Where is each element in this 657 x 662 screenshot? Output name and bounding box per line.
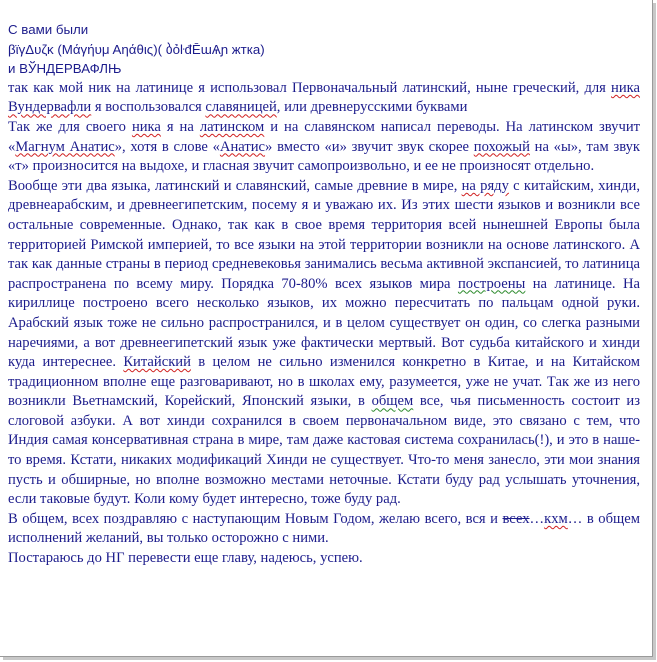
- spell-flagged-word: Магнум Анатис: [15, 138, 115, 155]
- grammar-flagged-word: общем: [371, 393, 414, 410]
- spell-flagged-word: ника: [131, 118, 161, 135]
- struck-word: всех: [502, 510, 530, 527]
- spell-flagged-word: ника: [611, 79, 640, 96]
- paragraph: Так же для своего ника я на латинском и на славянском написал переводы. На латинском звучит «Магнум Анатис», хотя в слове «Анатис» вместо «и» звучит звук скорее похожый на «ы», там звук «т» произносится на выдохе, и гласная звучит самопроизвольно, и ее не произносят отдельно.: [8, 118, 641, 175]
- paragraph: так как мой ник на латинице я использовал Первоначальный латинский, ныне греческий, для ника Вундервафли я воспользовался славяницей, или древнерусскими буквами: [8, 79, 640, 116]
- spell-flagged-word: на ряду: [461, 177, 509, 194]
- spell-flagged-word: латинском: [199, 118, 265, 135]
- greeting-line: С вами были: [8, 22, 89, 37]
- paragraph: В общем, всех поздравляю с наступающим Новым Годом, желаю всего, вся и всех…кхм… в общем исполнений желаний, вы только осторожно с ними.: [8, 510, 640, 547]
- spell-flagged-word: похожый: [473, 138, 530, 155]
- spell-flagged-word: славяницей: [205, 99, 277, 116]
- spell-flagged-word: Анатис: [219, 138, 266, 155]
- paragraph: Постараюсь до НГ перевести еще главу, надеюсь, успею.: [8, 550, 363, 567]
- nickname-slavonic-line: и ВЎНДЕРВАФЛЊ: [8, 61, 122, 77]
- spell-flagged-word: кхм: [544, 510, 568, 527]
- nickname-greek-line: βϊγΔυζκ (Μάγήυμ Αηάθις)( ბỏŀđĒɯѦɲ жтка): [8, 41, 265, 57]
- document-body: [8, 20, 640, 569]
- paragraphs: [8, 79, 640, 569]
- spell-flagged-word: Китайский: [123, 354, 191, 371]
- spell-flagged-word: Вундервафли: [8, 99, 92, 116]
- paragraph: Вообще эти два языка, латинский и славянский, самые древние в мире, на ряду с китайским, хинди, древнеарабским, и древнеегипетским, посему я и уважаю их. Из этих шести языков и возникли все остальные современные. Однако, так как в свое время территория всей нынешней Европы была территорией Римской империей, то все языки на этой территории возникли на основе латинского. А так как данные страны в период средневековья занимались весьма активной экспансией, то латиница распространена по всему миру. Порядка 70-80% всех языков мира построены на латинице. На кириллице построено всего несколько языков, их можно пересчитать по пальцам одной руки. Арабский язык тоже не сильно распространился, и в целом существует он один, со слегка разными наречиями, а вот древнеегипетский язык уже фактически мертвый. Вот судьба китайского и хинди куда интереснее. Китайский в целом не сильно изменился конкретно в Китае, и на Китайском традиционном вполне еще разговаривают, но в школах ему, разумеется, уже не учат. Так же из него возникли Вьетнамский, Корейский, Японский языки, в общем все, чья письменность состоит из слоговой азбуки. А вот хинди сохранился в своем первоначальном виде, это связано с тем, что Индия самая консервативная страна в мире, там даже кастовая система сохранилась(!), и это в наше-то время. Кстати, никаких модификаций Хинди не существует. Что-то меня занесло, эти мои знания пусть и обширные, но вполне возможно местами неточные. Кстати буду рад услышать уточнения, если таковые будут. Коли кому будет интересно, тоже буду рад.: [8, 177, 641, 508]
- grammar-flagged-word: построены: [457, 275, 526, 292]
